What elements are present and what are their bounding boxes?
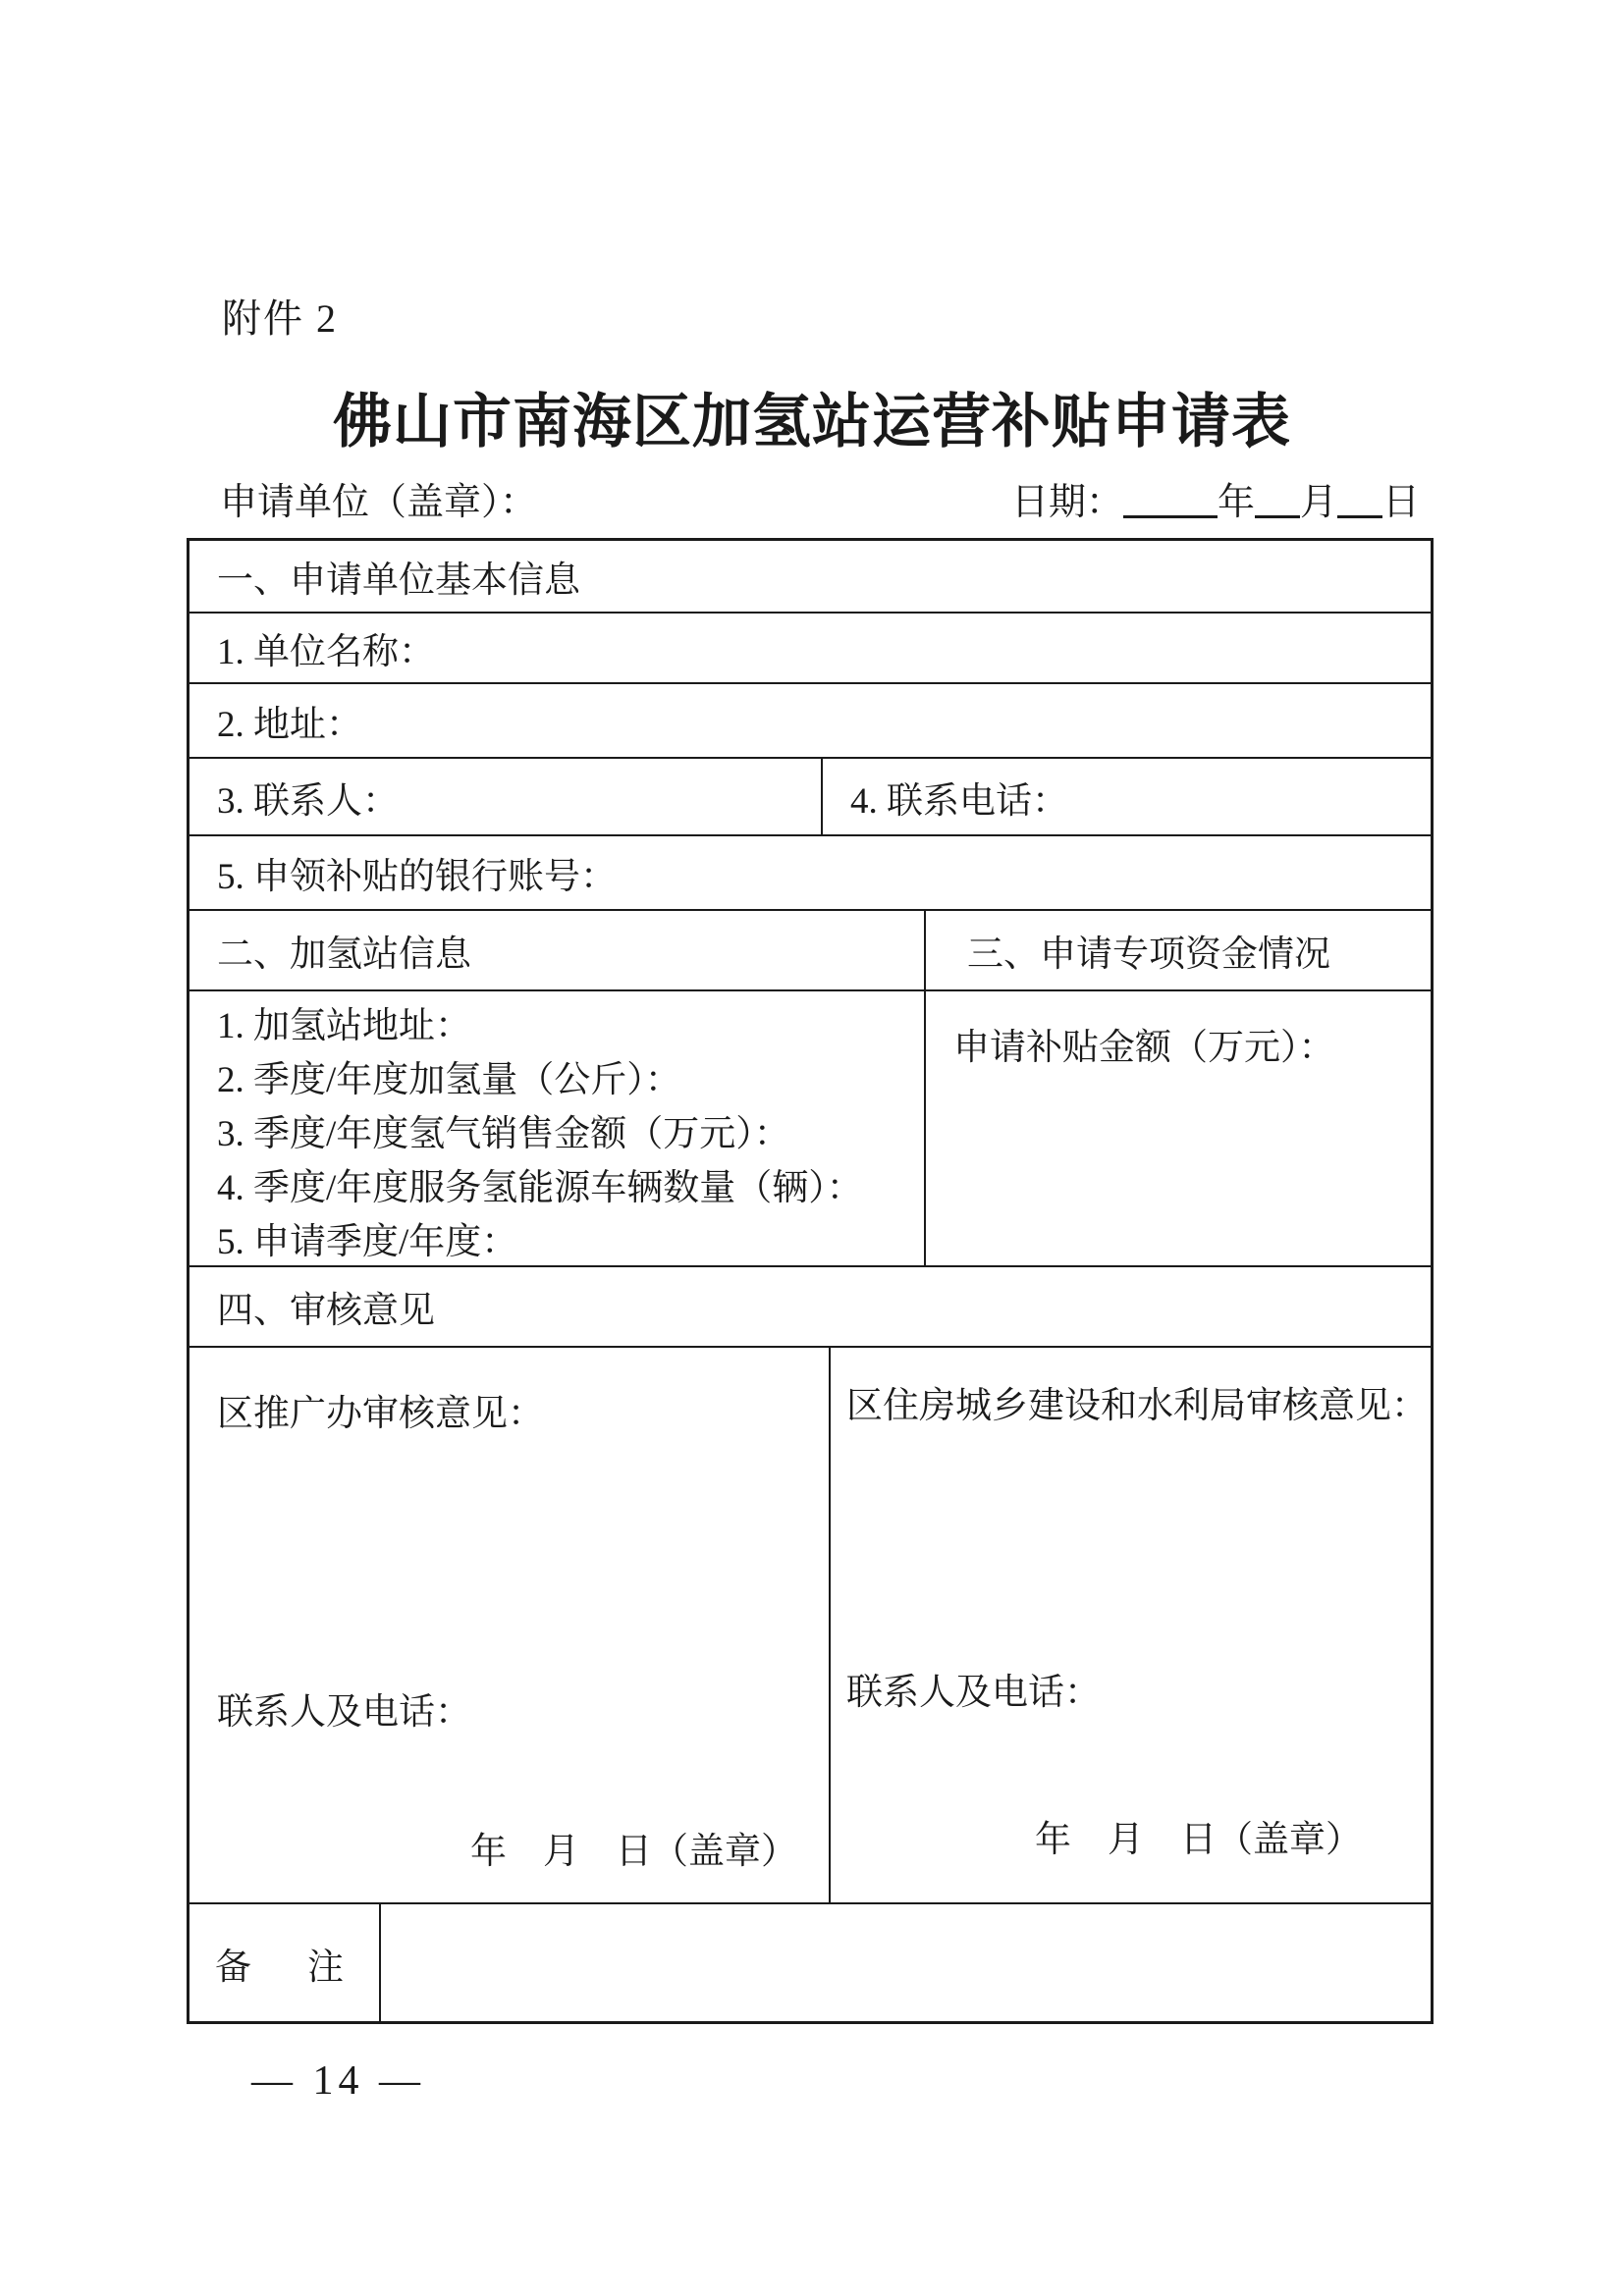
section4-header: 四、审核意见 bbox=[217, 1291, 435, 1331]
housing-bureau-contact-label: 联系人及电话： bbox=[846, 1673, 1101, 1713]
form-title: 佛山市南海区加氢站运营补贴申请表 bbox=[333, 390, 1291, 454]
table-row bbox=[189, 1265, 1431, 1346]
housing-bureau-review-cell bbox=[831, 1348, 1431, 1902]
table-row bbox=[189, 612, 1431, 682]
date-month-blank bbox=[1255, 486, 1300, 518]
remark-label: 备 注 bbox=[189, 1904, 381, 2021]
attachment-label: 附件 2 bbox=[222, 296, 338, 341]
housing-bureau-review-label: 区住房城乡建设和水利局审核意见： bbox=[846, 1386, 1428, 1426]
promotion-office-review-label: 区推广办审核意见： bbox=[217, 1394, 544, 1434]
bank-account-field: 5. 申领补贴的银行账号： bbox=[217, 857, 617, 897]
table-row bbox=[189, 1346, 1431, 1902]
date-day-blank bbox=[1337, 486, 1382, 518]
vehicles-served-field: 4. 季度/年度服务氢能源车辆数量（辆）： bbox=[217, 1168, 863, 1208]
date-day-label: 日 bbox=[1382, 482, 1421, 523]
table-row bbox=[189, 834, 1431, 909]
address-field: 2. 地址： bbox=[217, 705, 362, 745]
date-year-blank bbox=[1123, 486, 1218, 518]
remark-content-cell bbox=[381, 1904, 1431, 2021]
hydrogen-volume-field: 2. 季度/年度加氢量（公斤）： bbox=[217, 1060, 681, 1100]
table-row bbox=[189, 989, 1431, 1265]
application-period-field: 5. 申请季度/年度： bbox=[217, 1222, 518, 1262]
promotion-office-contact-label: 联系人及电话： bbox=[217, 1692, 471, 1733]
contact-person-field: 3. 联系人： bbox=[189, 759, 823, 834]
table-row bbox=[189, 909, 1431, 989]
section2-header: 二、加氢站信息 bbox=[189, 911, 926, 989]
date-prefix-label: 日期： bbox=[1011, 482, 1124, 523]
date-year-label: 年 bbox=[1218, 482, 1256, 523]
promotion-office-review-cell bbox=[189, 1348, 831, 1902]
housing-bureau-date-stamp: 年 月 日（盖章） bbox=[1035, 1820, 1362, 1860]
applicant-unit-label: 申请单位（盖章）： bbox=[220, 482, 538, 523]
date-line bbox=[1011, 471, 1420, 525]
page-number: — 14 — bbox=[251, 2058, 425, 2104]
section1-header: 一、申请单位基本信息 bbox=[217, 561, 580, 601]
table-row bbox=[189, 757, 1431, 834]
application-form-table bbox=[187, 538, 1434, 2024]
section3-header: 三、申请专项资金情况 bbox=[967, 934, 1330, 975]
table-row bbox=[189, 1902, 1431, 2021]
table-row bbox=[189, 541, 1431, 612]
contact-phone-field: 4. 联系电话： bbox=[850, 780, 1068, 822]
station-info-list bbox=[189, 991, 926, 1265]
promotion-office-date-stamp: 年 月 日（盖章） bbox=[470, 1832, 797, 1872]
station-address-field: 1. 加氢站地址： bbox=[217, 1006, 471, 1046]
hydrogen-sales-field: 3. 季度/年度氢气销售金额（万元）： bbox=[217, 1114, 790, 1154]
date-month-label: 月 bbox=[1300, 482, 1338, 523]
subsidy-amount-field: 申请补贴金额（万元）： bbox=[953, 1028, 1335, 1068]
table-row bbox=[189, 682, 1431, 757]
unit-name-field: 1. 单位名称： bbox=[217, 632, 435, 672]
